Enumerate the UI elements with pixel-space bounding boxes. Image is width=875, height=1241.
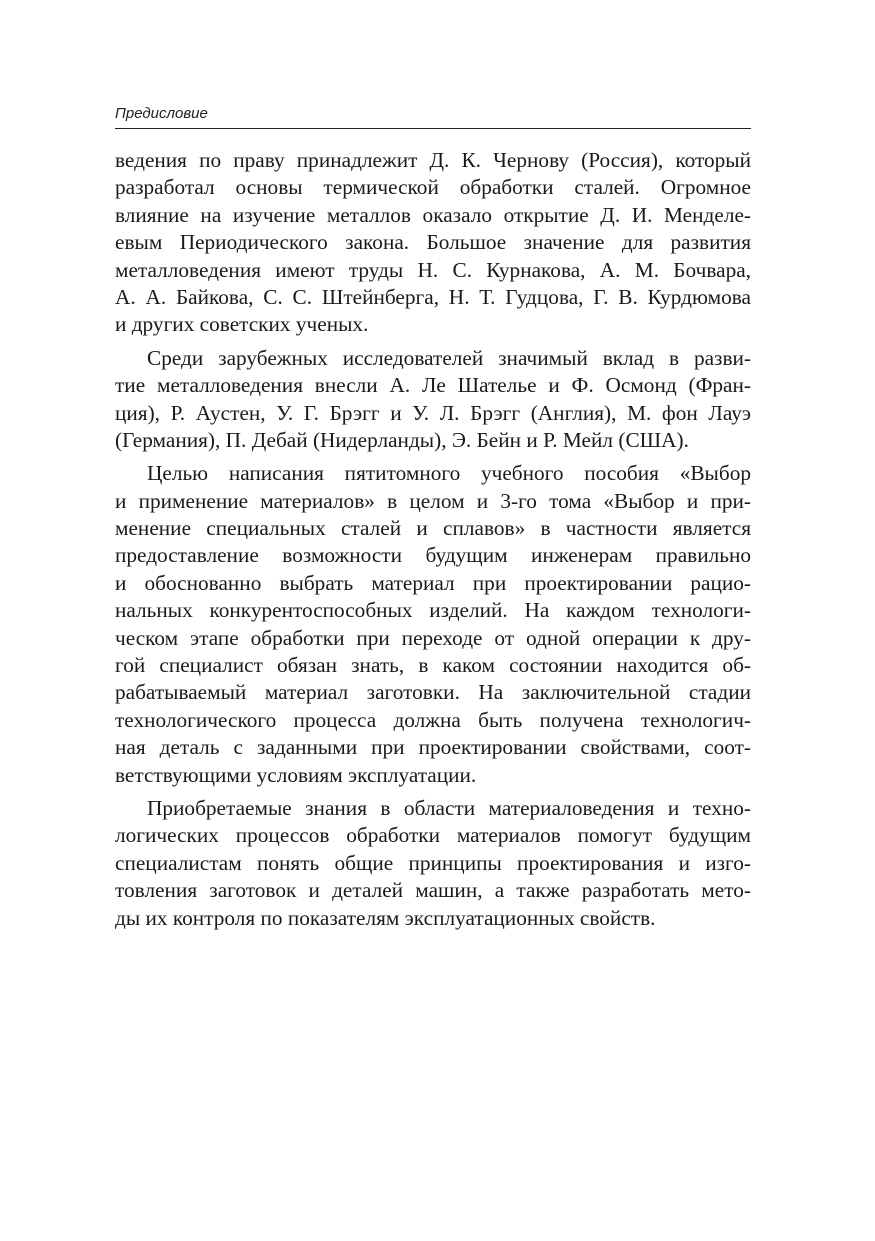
text-line: влияние на изучение металлов оказало открытие Д. И. Менделе- [115,202,751,227]
text-line: нальных конкурентоспособных изделий. На каждом технологи- [115,598,751,623]
text-line: ветствующими условиям эксплуатации. [115,762,477,787]
text-line: Среди зарубежных исследователей значимый вклад в разви- [147,345,751,370]
text-line: разработал основы термической обработки сталей. Огромное [115,175,751,200]
text-line: металловедения имеют труды Н. С. Курнакова, А. М. Бочвара, [115,257,751,282]
text-line: (Германия), П. Дебай (Нидерланды), Э. Бейн и Р. Мейл (США). [115,427,689,452]
text-line: евым Периодического закона. Большое значение для развития [115,230,751,255]
text-line: менение специальных сталей и сплавов» в частности является [115,516,751,541]
paragraph-1 [115,147,751,339]
text-line: ная деталь с заданными при проектировании свойствами, соот- [115,735,751,760]
paragraph-2 [115,345,751,455]
text-line: специалистам понять общие принципы проектирования и изго- [115,850,751,875]
text-line: товления заготовок и деталей машин, а также разработать мето- [115,878,751,903]
body-text [115,147,751,938]
text-line: технологического процесса должна быть получена технологич- [115,707,751,732]
paragraph-4 [115,795,751,932]
text-line: А. А. Байкова, С. С. Штейнберга, Н. Т. Гудцова, Г. В. Курдюмова [115,284,751,309]
text-line: и обоснованно выбрать материал при проектировании рацио- [115,570,751,595]
text-line: ведения по праву принадлежит Д. К. Чернову (Россия), который [115,148,751,172]
text-line: гой специалист обязан знать, в каком состоянии находится об- [115,653,751,678]
text-line: рабатываемый материал заготовки. На заключительной стадии [115,680,751,705]
text-line: тие металловедения внесли А. Ле Шателье и Ф. Осмонд (Фран- [115,373,751,398]
text-line: предоставление возможности будущим инженерам правильно [115,543,751,568]
running-head-title: Предисловие [115,105,208,122]
paragraph-3 [115,460,751,789]
running-head [115,104,751,129]
text-line: и применение материалов» в целом и 3-го тома «Выбор и при- [115,488,751,513]
text-line: и других советских ученых. [115,312,369,337]
text-line: ция), Р. Аустен, У. Г. Брэгг и У. Л. Брэгг (Англия), М. фон Лауэ [115,400,751,425]
text-line: логических процессов обработки материалов помогут будущим [115,823,751,848]
text-line: Приобретаемые знания в области материаловедения и техно- [147,795,751,820]
text-line: Целью написания пятитомного учебного пособия «Выбор [147,461,751,486]
text-line: ды их контроля по показателям эксплуатационных свойств. [115,905,656,930]
text-line: ческом этапе обработки при переходе от одной операции к дру- [115,625,751,650]
